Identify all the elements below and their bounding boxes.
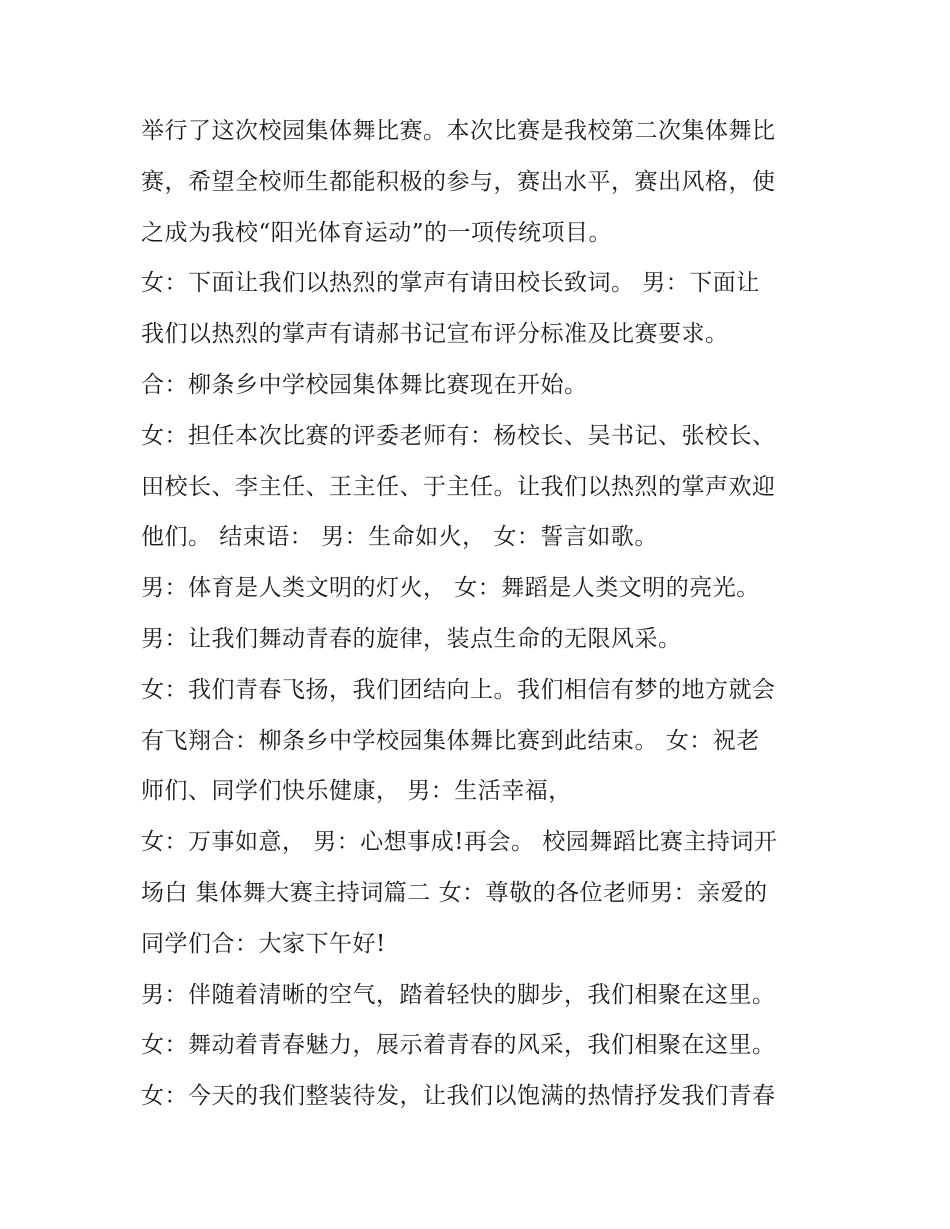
text-line: 合：柳条乡中学校园集体舞比赛现在开始。: [141, 371, 588, 398]
text-line: 师们、同学们快乐健康， 男：生活幸福，: [141, 778, 572, 805]
text-line: 赛，希望全校师生都能积极的参与，赛出水平，赛出风格，使: [141, 168, 776, 195]
text-line: 举行了这次校园集体舞比赛。本次比赛是我校第二次集体舞比: [141, 118, 776, 144]
text-line: 田校长、李主任、王主任、于主任。让我们以热烈的掌声欢迎: [141, 473, 776, 500]
text-line: 男：伴随着清晰的空气，踏着轻快的脚步，我们相聚在这里。: [141, 981, 776, 1008]
text-line: 我们以热烈的掌声有请郝书记宣布评分标准及比赛要求。: [141, 321, 729, 348]
text-line: 同学们合：大家下午好!: [141, 930, 386, 957]
text-line: 之成为我校“阳光体育运动”的一项传统项目。: [141, 219, 613, 246]
text-line: 女：我们青春飞扬，我们团结向上。我们相信有梦的地方就会: [141, 676, 776, 703]
text-line: 女：下面让我们以热烈的掌声有请田校长致词。 男：下面让: [141, 270, 760, 297]
text-line: 有飞翔合：柳条乡中学校园集体舞比赛到此结束。 女：祝老: [141, 727, 760, 754]
text-line: 女：万事如意， 男：心想事成!再会。 校园舞蹈比赛主持词开: [141, 829, 778, 856]
text-line: 女：担任本次比赛的评委老师有：杨校长、吴书记、张校长、: [141, 422, 776, 449]
text-line: 男：让我们舞动青春的旋律，装点生命的无限风采。: [141, 625, 682, 652]
text-line: 他们。 结束语： 男：生命如火， 女：誓言如歌。: [141, 524, 658, 551]
text-line: 女：舞动着青春魅力，展示着青春的风采，我们相聚在这里。: [141, 1032, 776, 1059]
document-body: [141, 106, 831, 1122]
text-line: 男：体育是人类文明的灯火， 女：舞蹈是人类文明的亮光。: [141, 575, 760, 602]
text-line: 场白 集体舞大赛主持词篇二 女：尊敬的各位老师男：亲爱的: [141, 879, 768, 906]
text-line: 女：今天的我们整装待发，让我们以饱满的热情抒发我们青春: [141, 1083, 776, 1110]
